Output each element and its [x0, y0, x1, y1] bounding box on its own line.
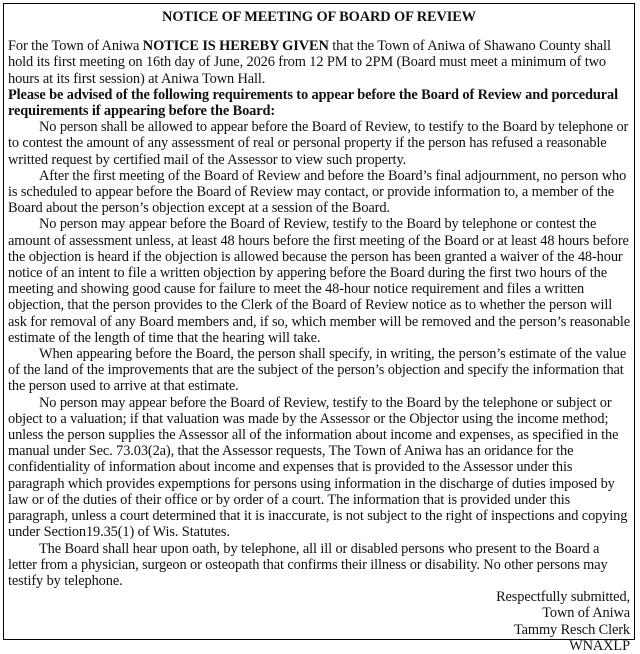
advisory-heading: Please be advised of the following requirements to appear before the Board of Review and porcedural requirements if appearing before the Board: — [8, 86, 618, 120]
signature-closing: Respectfully submitted, — [496, 589, 630, 606]
intro-suffix: that the Town of Aniwa of Shawano County shall hold its first meeting on 16th day of June, 2026 from 12 PM to 2PM (Board must meet a minimum of two hours at its first session) at Aniwa Town Hall. — [8, 38, 611, 87]
intro-paragraph — [8, 38, 630, 87]
signature-clerk: Tammy Resch Clerk — [513, 621, 630, 638]
signature-town: Town of Aniwa — [542, 605, 630, 622]
notice-title: NOTICE OF MEETING OF BOARD OF REVIEW — [162, 9, 476, 25]
requirement-paragraph-refusal: No person shall be allowed to appear before the Board of Review, to testify to the Board by telephone or to contest the amount of any assessment of real or personal property if the person has refused a reasonable writted request by certified mail of the Assessor to view such property. — [8, 119, 629, 168]
signature-block — [8, 589, 630, 654]
publication-code: WNAXLP — [569, 637, 630, 654]
requirement-paragraph-estimate: When appearing before the Board, the person shall specify, in writing, the person’s estimate of the value of the land of the improvements that are the subject of the person’s objection and specify the information that the person used to arrive at that estimate. — [8, 346, 627, 395]
intro-prefix: For the Town of Aniwa — [8, 38, 143, 55]
requirement-paragraph-48-hour-notice: No person may appear before the Board of Review, testify to the Board by telephone or contest the amount of assessment unless, at least 48 hours before the first meeting of the Board or at least 48 hours before the objection is heard if the objection is allowed because the person has been granted a waiver of the 48-hour notice of an intent to file a written objection by appering before the Board during the first two hours of the meeting and showing good cause for failure to meet the 48-hour notice requirement and files a written objection, that the person provides to the Clerk of the Board of Review notice as to whether the person will ask for removal of any Board members and, if so, which member will be removed and the person’s reasonable estimate of the length of time that the hearing will take. — [8, 216, 630, 346]
requirement-paragraph-telephone: The Board shall hear upon oath, by telephone, all ill or disabled persons who present to the Board a letter from a physician, surgeon or osteopath that confirms their illness or disability. No other persons may testify by telephone. — [8, 540, 608, 589]
intro-emphasis: NOTICE IS HEREBY GIVEN — [142, 38, 329, 55]
requirement-paragraph-contact: After the first meeting of the Board of Review and before the Board’s final adjournment, no person who is scheduled to appear before the Board of Review may contact, or provide information to, a member of the Board about the person’s objection except at a session of the Board. — [8, 167, 627, 217]
requirement-paragraph-income-method: No person may appear before the Board of Review, testify to the Board by the telephone or subject or object to a valuation; if that valuation was made by the Assessor or the Objector using the income method; unless the person supplies the Assessor all of the information about income and expenses, as specified in the manual under Sec. 73.03(2a), that the Assessor requests, The Town of Aniwa has an oridance for the confidentiality of information about income and expenses that is provided to the Assessor under this paragraph which provides expemptions for persons using information in the discharge of duties imposed by law or of the duties of their office or by order of a court. The information that is provided under this paragraph, unless a court determined that it is inaccurate, is not subject to the right of inspections and copying under Section19.35(1) of Wis. Statutes. — [8, 394, 628, 541]
public-notice — [3, 3, 635, 654]
